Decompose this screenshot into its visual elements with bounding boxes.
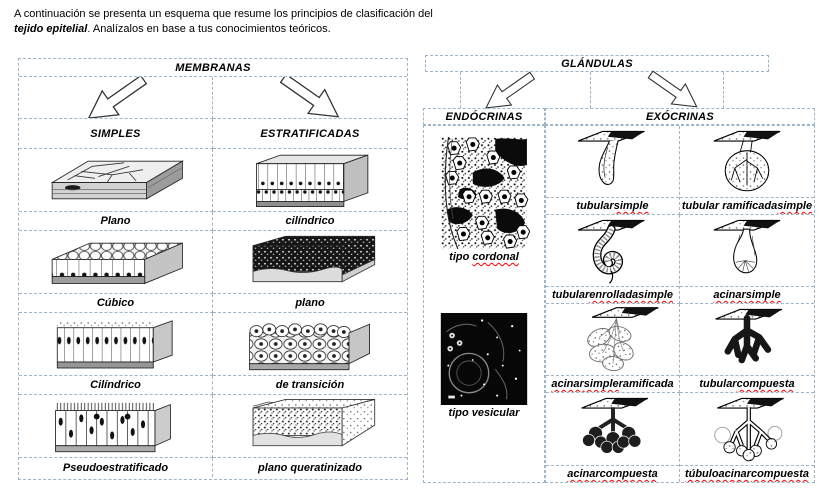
glandulas-diagram <box>423 55 815 483</box>
down-left-arrow-icon <box>465 70 553 112</box>
cubico-simple-label: Cúbico <box>19 294 213 313</box>
connector-line-left <box>460 72 461 108</box>
connector-line-middle <box>590 72 591 108</box>
down-right-arrow-icon <box>629 70 717 112</box>
cilindrico-simple-illustration <box>19 313 213 376</box>
tipo-vesicular-label: tipo vesicular <box>448 407 520 419</box>
acinar-compuesta-illustration <box>546 393 679 465</box>
tubular-simple-cell <box>546 126 680 215</box>
tubular-enrollada-simple-illustration <box>546 215 679 286</box>
tipo-cordonal-figure <box>438 137 530 263</box>
cilindrico-estratificado-illustration <box>213 149 407 212</box>
tubular-enrollada-simple-label: tubular enrollada simple <box>546 286 679 303</box>
tubular-compuesta-label: tubular compuesta <box>680 375 814 392</box>
plano-simple-label: Plano <box>19 212 213 231</box>
tipo-vesicular-figure <box>438 313 530 419</box>
acinar-compuesta-cell <box>546 393 680 482</box>
simples-column-header: SIMPLES <box>19 119 213 149</box>
exocrinas-grid <box>545 125 815 483</box>
glandulas-title: GLÁNDULAS <box>425 55 769 72</box>
tubuloacinar-compuesta-label: túbuloacinar compuesta <box>680 465 814 482</box>
exocrinas-header: EXÓCRINAS <box>545 108 815 125</box>
endocrinas-header: ENDÓCRINAS <box>423 108 545 125</box>
plano-queratinizado-illustration <box>213 395 407 458</box>
acinar-simple-ramificada-cell <box>546 304 680 393</box>
cilindrico-simple-label: Cilíndrico <box>19 376 213 395</box>
acinar-simple-ramificada-illustration <box>546 304 679 375</box>
down-left-arrow-icon <box>64 77 168 119</box>
intro-line2 <box>14 23 331 35</box>
cubico-simple-illustration <box>19 231 213 294</box>
tubular-compuesta-illustration <box>680 304 814 375</box>
intro-line2-rest: . Analízalos en base a tus conocimientos teóricos. <box>87 23 331 35</box>
pseudoestratificado-label: Pseudoestratificado <box>19 458 213 477</box>
down-right-arrow-icon <box>258 77 362 119</box>
plano-queratinizado-label: plano queratinizado <box>258 461 362 474</box>
intro-text <box>14 7 433 37</box>
acinar-compuesta-label: acinar compuesta <box>546 465 679 482</box>
plano-estratificado-label: plano <box>213 294 407 313</box>
cilindrico-estratificado-label: cilíndrico <box>213 212 407 231</box>
tubular-enrollada-simple-cell <box>546 215 680 304</box>
membranas-arrow-left-cell <box>19 77 213 119</box>
tubuloacinar-compuesta-cell <box>680 393 814 482</box>
plano-estratificado-illustration <box>213 231 407 294</box>
connector-line-right <box>723 72 724 108</box>
acinar-simple-ramificada-label: acinar simple ramificada <box>546 375 679 392</box>
de-transicion-label: de transición <box>213 376 407 395</box>
tipo-cordonal-micrograph <box>438 137 530 249</box>
intro-line1: A continuación se presenta un esquema que resume los principios de clasificación del <box>14 8 433 20</box>
tubular-simple-label: tubular simple <box>546 197 679 214</box>
endocrinas-cell <box>423 125 545 483</box>
acinar-simple-illustration <box>680 215 814 286</box>
estratificadas-column-header: ESTRATIFICADAS <box>213 119 407 149</box>
tubular-ramificada-simple-illustration <box>680 126 814 197</box>
tubular-compuesta-cell <box>680 304 814 393</box>
pseudoestratificado-illustration <box>19 395 213 458</box>
tubular-simple-illustration <box>546 126 679 197</box>
membranas-arrow-right-cell <box>213 77 407 119</box>
tubular-ramificada-simple-label: tubular ramificada simple <box>680 197 814 214</box>
intro-bold-term: tejido epitelial <box>14 23 88 35</box>
tubular-ramificada-simple-cell <box>680 126 814 215</box>
plano-simple-illustration <box>19 149 213 212</box>
tubuloacinar-compuesta-illustration <box>680 393 814 465</box>
acinar-simple-label: acinar simple <box>680 286 814 303</box>
acinar-simple-cell <box>680 215 814 304</box>
de-transicion-illustration <box>213 313 407 376</box>
tipo-vesicular-micrograph <box>438 313 530 405</box>
membranas-title: MEMBRANAS <box>19 59 407 77</box>
tipo-cordonal-label: tipo cordonal <box>449 251 519 263</box>
membranas-table <box>18 58 408 480</box>
